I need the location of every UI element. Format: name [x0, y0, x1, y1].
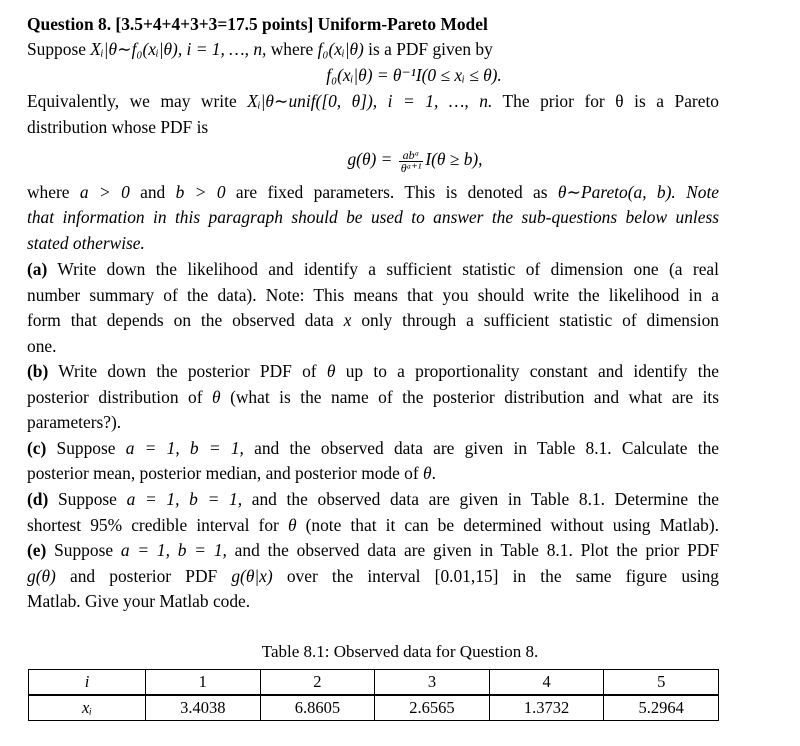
row-label-x: xᵢ — [29, 695, 146, 721]
question-title: Question 8. [3.5+4+4+3+3=17.5 points] Uniform-Pareto Model — [27, 14, 488, 34]
part-a-line-4: one. — [27, 336, 57, 356]
intro-line-6: where a > 0 and b > 0 are fixed parameters. This is denoted as θ∼Pareto(a, b). Note — [27, 182, 719, 202]
row-label-i: i — [29, 670, 146, 696]
math-uniform: Xᵢ|θ∼unif([0, θ]), i = 1, …, n. — [247, 91, 493, 111]
equation-pareto-pdf: g(θ) = $\frac{\text{abᵃ}}{\text{θᵃ⁺¹}}$ I(θ ≥ b), — [347, 147, 483, 175]
math-pareto: θ∼Pareto(a, b). — [557, 182, 676, 202]
note-line: that information in this paragraph should be used to answer the sub-questions below unless — [27, 207, 719, 227]
part-c-label: (c) — [27, 438, 47, 458]
part-c-line-2: posterior mean, posterior median, and posterior mode of θ. — [27, 463, 436, 483]
part-b-line-2: posterior distribution of θ (what is the name of the posterior distribution and what are its — [27, 387, 720, 407]
table-row-index — [29, 670, 719, 696]
value-cell: 1.3732 — [489, 695, 604, 721]
observed-data-table — [28, 669, 719, 721]
math-pdf: f₀(xᵢ|θ) — [317, 39, 364, 59]
pareto-fraction: $\frac{\text{abᵃ}}{\text{θᵃ⁺¹}}$ — [400, 147, 422, 175]
note-line-end: stated otherwise. — [27, 233, 145, 253]
intro-line-1: Suppose Xᵢ|θ∼f₀(xᵢ|θ), i = 1, …, n, where f₀(xᵢ|θ) is a PDF given by — [27, 39, 493, 59]
value-cell: 5.2964 — [604, 695, 719, 721]
value-cell: 3.4038 — [146, 695, 261, 721]
index-cell: 1 — [146, 670, 261, 696]
part-e-label: (e) — [27, 540, 47, 560]
part-d-line-2: shortest 95% credible interval for θ (note that it can be determined without using Matlab). — [27, 515, 719, 535]
part-a-line-3: form that depends on the observed data x only through a sufficient statistic of dimension — [27, 310, 719, 330]
intro-line-3: Equivalently, we may write Xᵢ|θ∼unif([0, θ]), i = 1, …, n. The prior for θ is a Pareto — [27, 91, 719, 111]
index-cell: 2 — [260, 670, 375, 696]
part-b-label: (b) — [27, 361, 49, 381]
index-cell: 5 — [604, 670, 719, 696]
part-a-line-1: (a) Write down the likelihood and identify a sufficient statistic of dimension one (a real — [27, 259, 719, 279]
part-a-label: (a) — [27, 259, 48, 279]
value-cell: 2.6565 — [375, 695, 490, 721]
index-cell: 3 — [375, 670, 490, 696]
part-c-line-1: (c) Suppose a = 1, b = 1, and the observed data are given in Table 8.1. Calculate the — [27, 438, 720, 458]
index-cell: 4 — [489, 670, 604, 696]
value-cell: 6.8605 — [260, 695, 375, 721]
part-b-line-3: parameters?). — [27, 412, 122, 432]
table-row-values — [29, 695, 719, 721]
part-e-line-2: g(θ) and posterior PDF g(θ|x) over the interval [0.01,15] in the same figure using — [27, 566, 720, 586]
part-a-line-2: number summary of the data). Note: This means that you should write the likelihood in a — [27, 285, 719, 305]
intro-line-4: distribution whose PDF is — [27, 117, 209, 137]
math-sampling-model: Xᵢ|θ∼f₀(xᵢ|θ), i = 1, …, n, — [90, 39, 267, 59]
equation-uniform-pdf: f₀(xᵢ|θ) = θ⁻¹I(0 ≤ xᵢ ≤ θ). — [326, 65, 502, 85]
part-b-line-1: (b) Write down the posterior PDF of θ up to a proportionality constant and identify the — [27, 361, 719, 381]
part-e-line-1: (e) Suppose a = 1, b = 1, and the observed data are given in Table 8.1. Plot the prior PDF — [27, 540, 720, 560]
table-caption: Table 8.1: Observed data for Question 8. — [261, 642, 539, 661]
part-d-label: (d) — [27, 489, 49, 509]
part-e-line-3: Matlab. Give your Matlab code. — [27, 591, 251, 611]
part-d-line-1: (d) Suppose a = 1, b = 1, and the observed data are given in Table 8.1. Determine the — [27, 489, 719, 509]
